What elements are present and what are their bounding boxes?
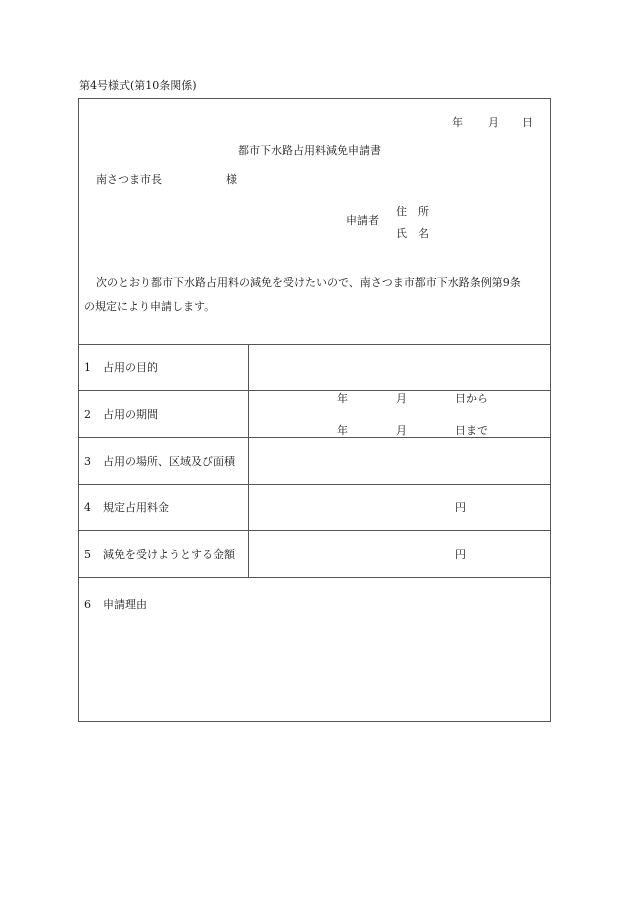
row-divider xyxy=(78,344,551,345)
row-2-number: 2 xyxy=(84,408,91,421)
date-year-label: 年 xyxy=(452,116,463,129)
row-divider xyxy=(78,390,551,391)
date-month-label: 月 xyxy=(488,116,499,129)
row-6-number: 6 xyxy=(84,598,91,611)
row-divider xyxy=(78,530,551,531)
name-label: 氏 名 xyxy=(396,227,429,240)
row-6-label: 申請理由 xyxy=(103,598,147,611)
form-number: 第4号様式(第10条関係) xyxy=(79,79,197,92)
period-from-suffix: 日から xyxy=(455,392,488,405)
form-title: 都市下水路占用料減免申請書 xyxy=(238,144,381,157)
row-3-number: 3 xyxy=(84,455,91,468)
row-4-unit: 円 xyxy=(455,501,466,514)
row-4-number: 4 xyxy=(84,501,91,514)
addressee-name: 南さつま市長 xyxy=(96,173,162,186)
period-from-year: 年 xyxy=(337,392,348,405)
row-5-label: 減免を受けようとする金額 xyxy=(103,548,235,561)
row-3-label: 占用の場所、区域及び面積 xyxy=(103,455,235,468)
addressee-honorific: 様 xyxy=(226,173,237,186)
column-divider xyxy=(248,344,249,577)
period-from-month: 月 xyxy=(396,392,407,405)
body-text-line-1: 次のとおり都市下水路占用料の減免を受けたいので、南さつま市都市下水路条例第9条 xyxy=(96,276,521,289)
row-divider xyxy=(78,484,551,485)
row-divider xyxy=(78,577,551,578)
row-divider xyxy=(78,437,551,438)
row-1-label: 占用の目的 xyxy=(103,361,158,374)
row-2-label: 占用の期間 xyxy=(103,408,158,421)
period-to-month: 月 xyxy=(396,424,407,437)
period-to-suffix: 日まで xyxy=(455,424,488,437)
row-4-label: 規定占用料金 xyxy=(103,501,169,514)
row-5-number: 5 xyxy=(84,548,91,561)
body-text-line-2: の規定により申請します。 xyxy=(84,300,216,313)
row-1-number: 1 xyxy=(84,361,91,374)
applicant-label: 申請者 xyxy=(346,214,379,227)
address-label: 住 所 xyxy=(396,205,429,218)
period-to-year: 年 xyxy=(337,424,348,437)
row-5-unit: 円 xyxy=(455,548,466,561)
date-day-label: 日 xyxy=(522,116,533,129)
